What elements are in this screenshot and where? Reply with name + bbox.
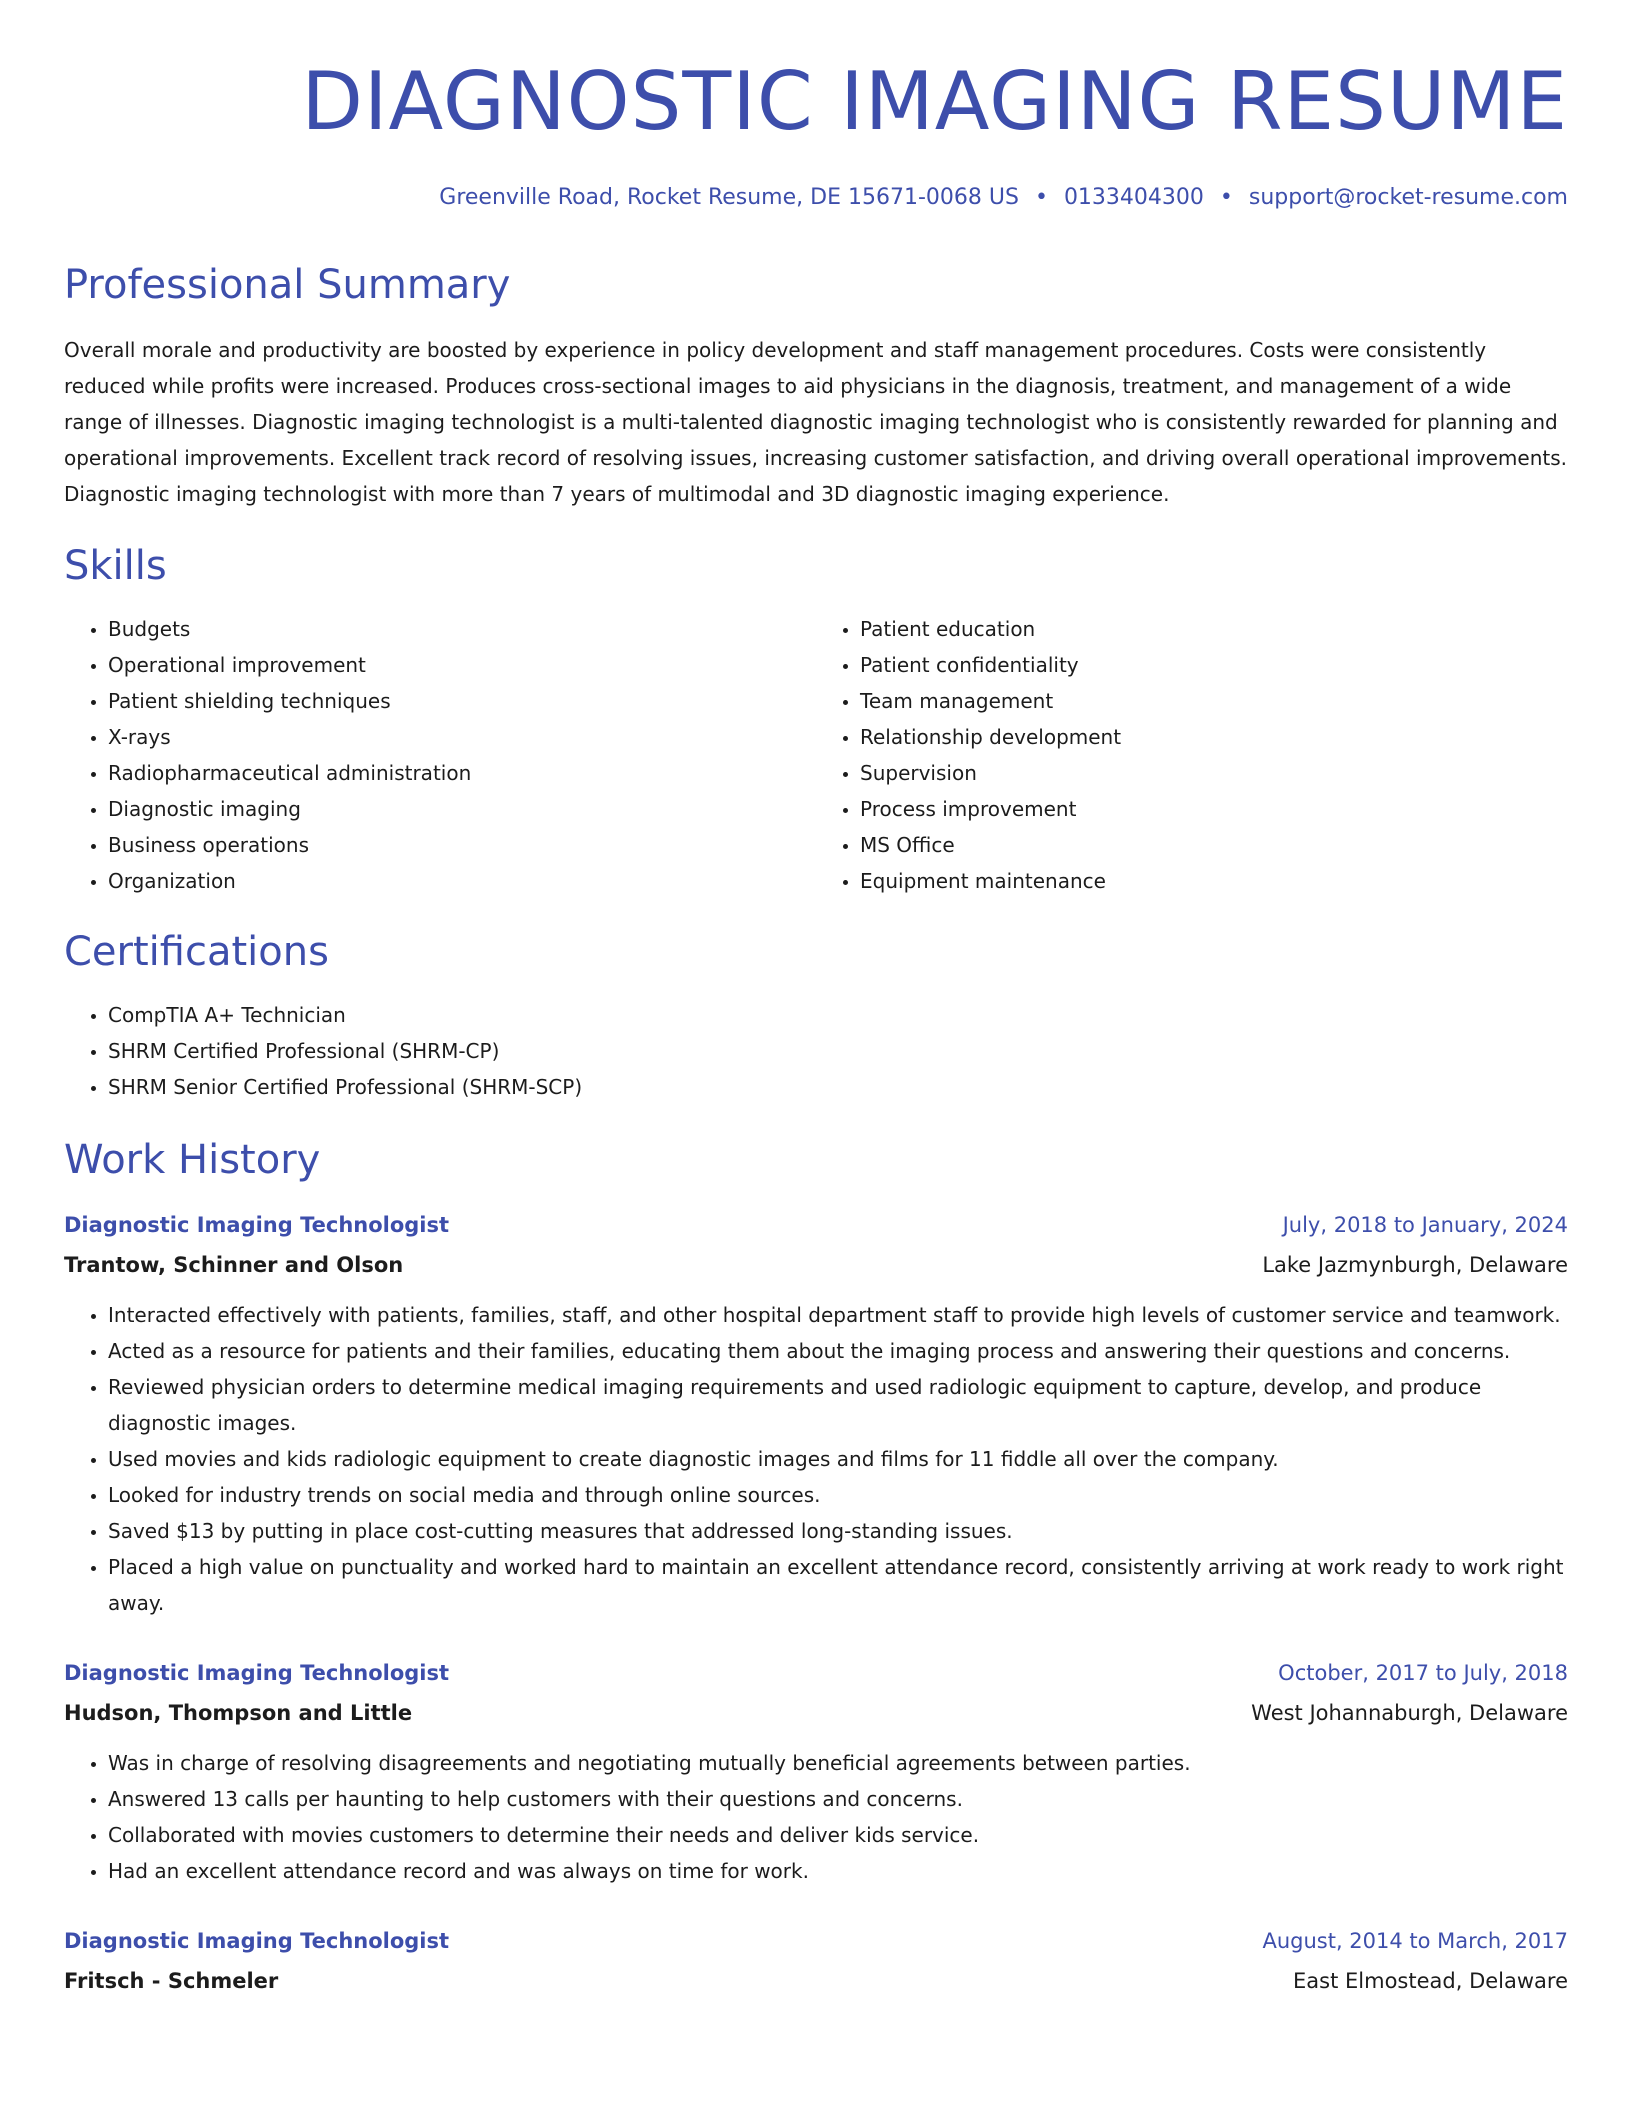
skills-list-left (64, 611, 816, 899)
job-location: West Johannaburgh, Delaware (1251, 1701, 1568, 1725)
summary-heading: Professional Summary (64, 262, 511, 308)
contact-line (64, 176, 1568, 220)
contact-separator: • (1219, 185, 1233, 210)
skill-item: • Equipment maintenance (860, 863, 1568, 899)
skills-column-right (816, 611, 1568, 899)
skill-item: • Patient education (860, 611, 1568, 647)
certification-item: • CompTIA A+ Technician (108, 997, 1568, 1033)
skill-item: • Process improvement (860, 791, 1568, 827)
skill-item: • Organization (108, 863, 816, 899)
job-company: Hudson, Thompson and Little (64, 1701, 413, 1725)
job-entry (64, 1205, 1568, 1621)
skill-item: • MS Office (860, 827, 1568, 863)
job-duty: • Collaborated with movies customers to determine their needs and deliver kids service. (108, 1817, 1568, 1853)
job-entry (64, 1653, 1568, 1889)
job-company-row (64, 1961, 1568, 2001)
job-duty: • Placed a high value on punctuality and worked hard to maintain an excellent attendance record, consistently arriving at work ready to work right away. (108, 1549, 1568, 1621)
skill-item: • Patient confidentiality (860, 647, 1568, 683)
job-location: Lake Jazmynburgh, Delaware (1262, 1253, 1568, 1277)
job-duty: • Interacted effectively with patients, families, staff, and other hospital department staff to provide high levels of customer service and teamwork. (108, 1297, 1568, 1333)
job-dates: August, 2014 to March, 2017 (1262, 1929, 1568, 1953)
skills-column-left (64, 611, 816, 899)
certification-item: • SHRM Senior Certified Professional (SHRM-SCP) (108, 1069, 1568, 1105)
certifications-heading: Certifications (64, 929, 329, 975)
skill-item: • Team management (860, 683, 1568, 719)
job-duty: • Answered 13 calls per haunting to help customers with their questions and concerns. (108, 1781, 1568, 1817)
job-company-row (64, 1693, 1568, 1733)
contact-email: support@rocket-resume.com (1248, 185, 1568, 210)
job-title: Diagnostic Imaging Technologist (64, 1213, 450, 1237)
skills-columns (64, 611, 1568, 899)
job-title: Diagnostic Imaging Technologist (64, 1929, 450, 1953)
skill-item: • X-rays (108, 719, 816, 755)
contact-phone: 0133404300 (1063, 185, 1204, 210)
job-duties-list (64, 1745, 1568, 1889)
job-duty: • Acted as a resource for patients and their families, educating them about the imaging process and answering their questions and concerns. (108, 1333, 1568, 1369)
skill-item: • Patient shielding techniques (108, 683, 816, 719)
skills-list-right (816, 611, 1568, 899)
job-company-row (64, 1245, 1568, 1285)
skill-item: • Operational improvement (108, 647, 816, 683)
job-header-row (64, 1653, 1568, 1693)
job-duty: • Used movies and kids radiologic equipment to create diagnostic images and films for 11 fiddle all over the company. (108, 1441, 1568, 1477)
job-entry (64, 1921, 1568, 2001)
work-history-heading: Work History (64, 1137, 321, 1183)
job-location: East Elmostead, Delaware (1293, 1969, 1568, 1993)
job-duty: • Looked for industry trends on social media and through online sources. (108, 1477, 1568, 1513)
job-duty: • Saved $13 by putting in place cost-cutting measures that addressed long-standing issues. (108, 1513, 1568, 1549)
job-header-row (64, 1205, 1568, 1245)
summary-text: Overall morale and productivity are boosted by experience in policy development and staff management procedures. Costs were consistently reduced while profits were increased. Produces cross-sectional images to aid physicians in the diagnosis, treatment, and management of a wide range of illnesses. Diagnostic imaging technologist is a multi-talented diagnostic imaging technologist who is consistently rewarded for planning and operational improvements. Excellent track record of resolving issues, increasing customer satisfaction, and driving overall operational improvements. Diagnostic imaging technologist with more than 7 years of multimodal and 3D diagnostic imaging experience. (64, 338, 1568, 506)
job-title: Diagnostic Imaging Technologist (64, 1661, 450, 1685)
skill-item: • Supervision (860, 755, 1568, 791)
job-dates: October, 2017 to July, 2018 (1278, 1661, 1568, 1685)
job-company: Fritsch - Schmeler (64, 1969, 279, 1993)
job-header-row (64, 1921, 1568, 1961)
job-duties-list (64, 1297, 1568, 1621)
job-duty: • Had an excellent attendance record and was always on time for work. (108, 1853, 1568, 1889)
job-dates: July, 2018 to January, 2024 (1282, 1213, 1568, 1237)
job-duty: • Reviewed physician orders to determine medical imaging requirements and used radiologic equipment to capture, develop, and produce diagnostic images. (108, 1369, 1568, 1441)
skill-item: • Diagnostic imaging (108, 791, 816, 827)
resume-title: DIAGNOSTIC IMAGING RESUME (301, 55, 1568, 148)
skill-item: • Business operations (108, 827, 816, 863)
skill-item: • Budgets (108, 611, 816, 647)
certification-item: • SHRM Certified Professional (SHRM-CP) (108, 1033, 1568, 1069)
contact-separator: • (1034, 185, 1048, 210)
contact-address: Greenville Road, Rocket Resume, DE 15671-0068 US (439, 185, 1019, 210)
job-company: Trantow, Schinner and Olson (64, 1253, 404, 1277)
job-duty: • Was in charge of resolving disagreements and negotiating mutually beneficial agreements between parties. (108, 1745, 1568, 1781)
skills-heading: Skills (64, 543, 167, 589)
skill-item: • Radiopharmaceutical administration (108, 755, 816, 791)
skill-item: • Relationship development (860, 719, 1568, 755)
certifications-list (64, 997, 1568, 1105)
